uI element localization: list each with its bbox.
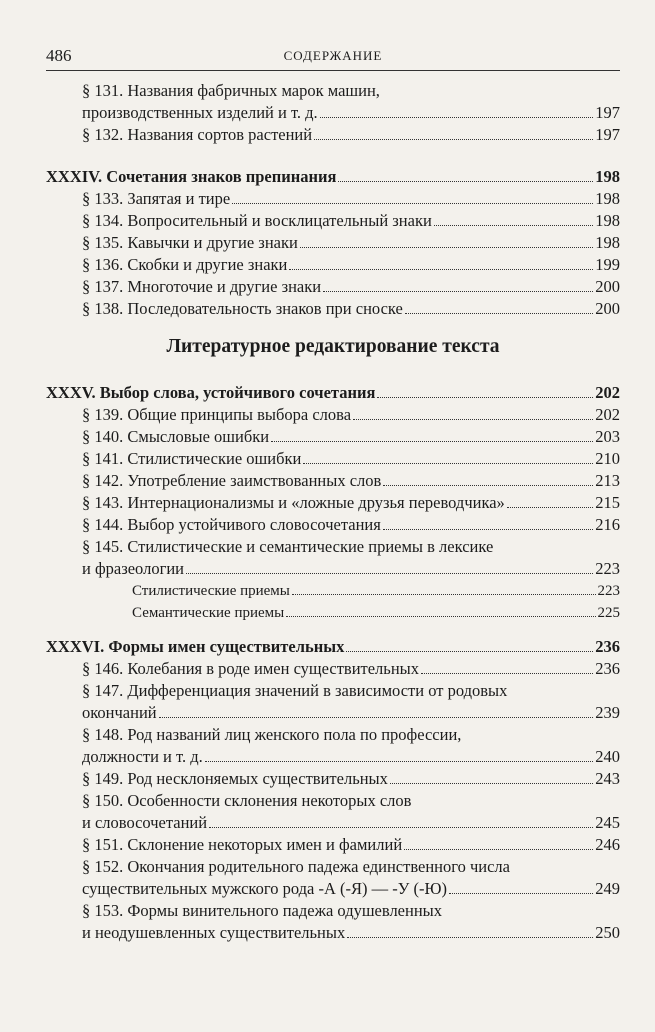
dot-leader [390, 783, 593, 784]
dot-leader [405, 313, 593, 314]
entry-line [82, 232, 620, 254]
entry-line [46, 636, 620, 658]
dot-leader [314, 139, 593, 140]
dot-leader [320, 117, 594, 118]
page-ref: 245 [595, 813, 620, 832]
entry-line [82, 124, 620, 146]
dot-leader [232, 203, 593, 204]
dot-leader [353, 419, 593, 420]
page-ref: 198 [595, 167, 620, 186]
entry-line [82, 834, 620, 856]
toc-entry[interactable] [82, 514, 620, 536]
part-title: Литературное редактирование текста [166, 336, 500, 357]
toc-entry[interactable] [82, 724, 620, 768]
toc-entry[interactable] [82, 276, 620, 298]
toc-entry[interactable] [82, 680, 620, 724]
entry-line [82, 254, 620, 276]
entry-title-line: § 153. Формы винительного падежа одушевленных [82, 901, 442, 920]
dot-leader [383, 529, 593, 530]
page-ref: 202 [595, 405, 620, 424]
toc-subentry[interactable] [132, 602, 620, 624]
entry-line [46, 382, 620, 404]
entry-title: § 151. Склонение некоторых имен и фамилий [82, 835, 403, 854]
entry-title: § 142. Употребление заимствованных слов [82, 471, 382, 490]
toc-entry[interactable] [82, 232, 620, 254]
entry-line [82, 922, 620, 944]
toc-entry[interactable] [82, 80, 620, 124]
dot-leader [377, 397, 593, 398]
entry-title: § 132. Названия сортов растений [82, 125, 313, 144]
entry-title: Семантические приемы [132, 605, 285, 621]
page-number: 486 [46, 46, 72, 65]
toc-entry[interactable] [82, 404, 620, 426]
entry-line [82, 702, 620, 724]
page-ref: 198 [595, 189, 620, 208]
page-ref: 198 [595, 233, 620, 252]
entry-line [82, 514, 620, 536]
entry-title: § 141. Стилистические ошибки [82, 449, 302, 468]
toc-entry[interactable] [82, 658, 620, 680]
page-ref: 203 [595, 427, 620, 446]
toc-section[interactable] [46, 382, 620, 404]
toc-entry[interactable] [82, 536, 620, 580]
page-ref: 199 [595, 255, 620, 274]
page-ref: 197 [595, 103, 620, 122]
page-ref: 210 [595, 449, 620, 468]
page-ref: 202 [595, 383, 620, 402]
toc-entry[interactable] [82, 768, 620, 790]
dot-leader [186, 573, 593, 574]
entry-line [82, 404, 620, 426]
dot-leader [347, 937, 593, 938]
entry-line [82, 210, 620, 232]
dot-leader [271, 441, 593, 442]
entry-line [82, 448, 620, 470]
entry-line [82, 188, 620, 210]
entry-title: XXXVI. Формы имен существительных [46, 637, 345, 656]
toc-entry[interactable] [82, 856, 620, 900]
toc-entry[interactable] [82, 790, 620, 834]
dot-leader [303, 463, 593, 464]
entry-title-line: § 147. Дифференциация значений в зависимости от родовых [82, 681, 508, 700]
toc-entry[interactable] [82, 210, 620, 232]
spacer [46, 146, 620, 166]
page-ref: 239 [595, 703, 620, 722]
entry-line [82, 470, 620, 492]
entry-title: § 137. Многоточие и другие знаки [82, 277, 322, 296]
page-ref: 249 [595, 879, 620, 898]
running-title: СОДЕРЖАНИЕ [283, 48, 383, 63]
page-ref: 223 [595, 559, 620, 578]
entry-title: XXXIV. Сочетания знаков препинания [46, 167, 337, 186]
dot-leader [404, 849, 593, 850]
entry-line [82, 298, 620, 320]
page-ref: 246 [595, 835, 620, 854]
page-ref: 213 [595, 471, 620, 490]
toc-entry[interactable] [82, 426, 620, 448]
entry-title: существительных мужского рода -А (-Я) — -У (-Ю) [82, 879, 447, 898]
entry-line [82, 658, 620, 680]
dot-leader [383, 485, 593, 486]
entry-title: XXXV. Выбор слова, устойчивого сочетания [46, 383, 376, 402]
entry-line [82, 102, 620, 124]
entry-line [82, 768, 620, 790]
dot-leader [300, 247, 593, 248]
page-ref: 240 [595, 747, 620, 766]
dot-leader [346, 651, 593, 652]
page-ref: 236 [595, 637, 620, 656]
page-header [46, 46, 620, 71]
page-ref: 200 [595, 277, 620, 296]
toc-entry[interactable] [82, 492, 620, 514]
dot-leader [209, 827, 593, 828]
toc-entry[interactable] [82, 188, 620, 210]
entry-title: и словосочетаний [82, 813, 208, 832]
entry-line [132, 580, 620, 602]
toc-entry[interactable] [82, 448, 620, 470]
toc-entry[interactable] [82, 254, 620, 276]
entry-title: и неодушевленных существительных [82, 923, 346, 942]
entry-title-line: § 152. Окончания родительного падежа единственного числа [82, 857, 510, 876]
toc-entry[interactable] [82, 470, 620, 492]
entry-line [82, 558, 620, 580]
entry-title: § 138. Последовательность знаков при сноске [82, 299, 403, 318]
entry-title: Стилистические приемы [132, 583, 290, 599]
entry-title: и фразеологии [82, 559, 185, 578]
dot-leader [205, 761, 594, 762]
toc-entry[interactable] [82, 834, 620, 856]
spacer [46, 624, 620, 636]
entry-title: § 149. Род несклоняемых существительных [82, 769, 388, 788]
page-ref: 216 [595, 515, 620, 534]
dot-leader [434, 225, 593, 226]
dot-leader [286, 616, 595, 617]
entry-line [132, 602, 620, 624]
page-ref: 215 [595, 493, 620, 512]
entry-line [82, 746, 620, 768]
toc-entry[interactable] [82, 900, 620, 944]
page-ref: 223 [597, 583, 620, 599]
entry-title: § 139. Общие принципы выбора слова [82, 405, 352, 424]
entry-title: § 144. Выбор устойчивого словосочетания [82, 515, 381, 534]
entry-title: § 133. Запятая и тире [82, 189, 231, 208]
entry-title: § 134. Вопросительный и восклицательный знаки [82, 211, 432, 230]
page-ref: 236 [595, 659, 620, 678]
table-of-contents [46, 80, 620, 944]
entry-title: § 135. Кавычки и другие знаки [82, 233, 298, 252]
page-ref: 197 [595, 125, 620, 144]
entry-title: должности и т. д. [82, 747, 203, 766]
entry-title-line: § 131. Названия фабричных марок машин, [82, 81, 380, 100]
toc-entry[interactable] [82, 124, 620, 146]
page-ref: 200 [595, 299, 620, 318]
page-ref: 198 [595, 211, 620, 230]
spacer [46, 370, 620, 382]
dot-leader [449, 893, 593, 894]
entry-title-line: § 150. Особенности склонения некоторых слов [82, 791, 412, 810]
dot-leader [323, 291, 593, 292]
toc-section[interactable] [46, 166, 620, 188]
entry-title: § 146. Колебания в роде имен существительных [82, 659, 419, 678]
entry-line [82, 426, 620, 448]
entry-line [82, 276, 620, 298]
dot-leader [421, 673, 593, 674]
dot-leader [289, 269, 593, 270]
entry-title-line: § 148. Род названий лиц женского пола по профессии, [82, 725, 462, 744]
entry-title: § 136. Скобки и другие знаки [82, 255, 288, 274]
entry-title: § 140. Смысловые ошибки [82, 427, 270, 446]
toc-subentry[interactable] [132, 580, 620, 602]
page-ref: 250 [595, 923, 620, 942]
entry-line [82, 878, 620, 900]
page-ref: 243 [595, 769, 620, 788]
entry-title: окончаний [82, 703, 157, 722]
entry-line [82, 492, 620, 514]
page-ref: 225 [597, 605, 620, 621]
dot-leader [338, 181, 593, 182]
dot-leader [292, 594, 596, 595]
dot-leader [507, 507, 593, 508]
toc-entry[interactable] [82, 298, 620, 320]
entry-line [46, 166, 620, 188]
dot-leader [159, 717, 594, 718]
entry-title: производственных изделий и т. д. [82, 103, 318, 122]
entry-title: § 143. Интернационализмы и «ложные друзья переводчика» [82, 493, 505, 512]
toc-section[interactable] [46, 636, 620, 658]
entry-line [82, 812, 620, 834]
entry-title-line: § 145. Стилистические и семантические приемы в лексике [82, 537, 494, 556]
